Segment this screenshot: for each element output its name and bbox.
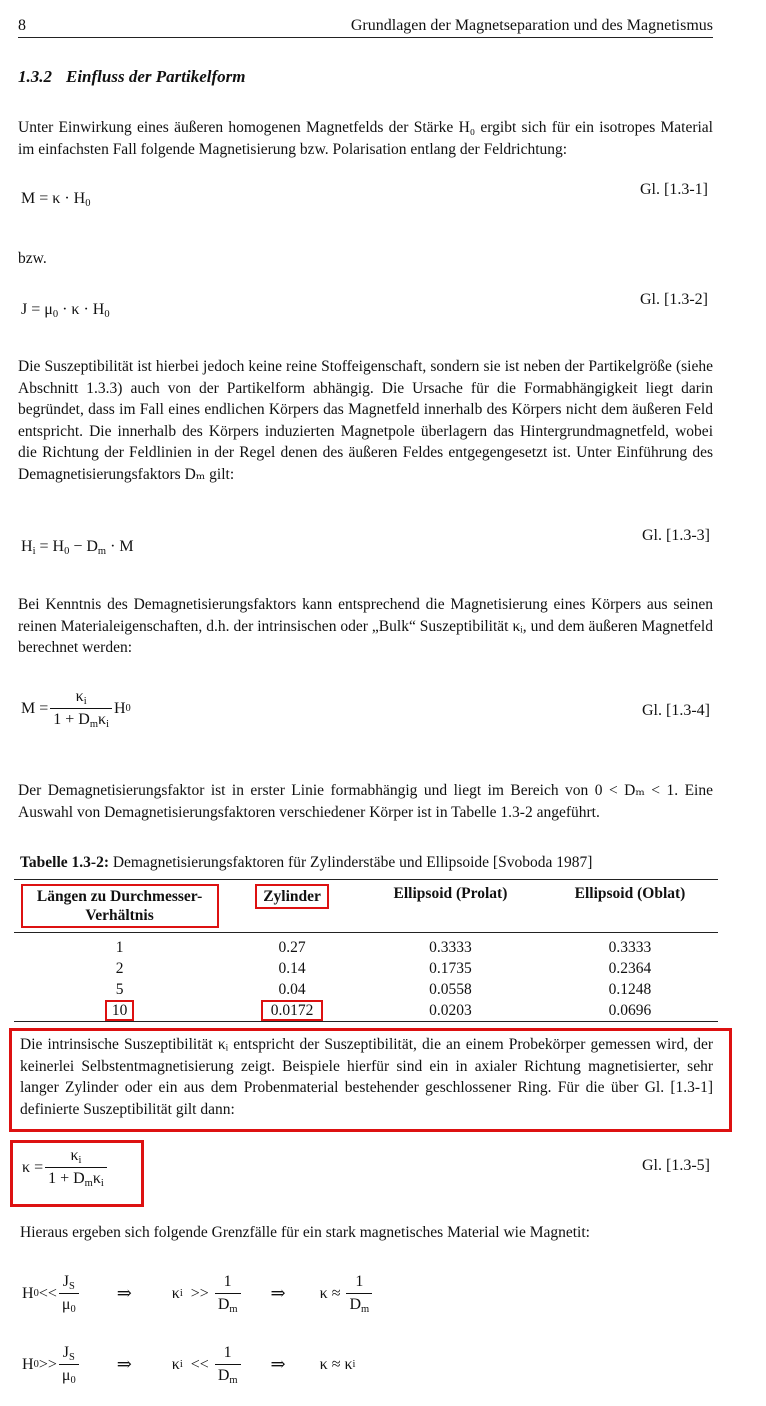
table-row: 5 0.04 0.0558 0.1248 (115, 981, 652, 998)
paragraph-demag: Der Demagnetisierungsfaktor ist in erster Linie formabhängig und liegt im Bereich von 0 < Dₘ < 1. Eine Auswahl von Demagnetisierungsfaktoren verschiedener Körper ist in Tabelle 1.3-2 angeführt. (18, 782, 713, 821)
table-header-zylinder: Zylinder (225, 880, 359, 933)
equation-1-label: Gl. [1.3-1] (640, 181, 708, 198)
table-row: 2 0.14 0.1735 0.2364 (115, 960, 652, 977)
running-title: Grundlagen der Magnetseparation und des Magnetismus (350, 17, 713, 34)
section-heading: Einfluss der Partikelform (66, 67, 246, 86)
table-row: 1 0.27 0.3333 0.3333 (115, 939, 652, 956)
section-number: 1.3.2 (18, 67, 52, 86)
equation-4-label: Gl. [1.3-4] (642, 702, 710, 719)
equation-3-label: Gl. [1.3-3] (642, 527, 710, 544)
table-row: 10 0.0172 0.0203 0.0696 (14, 1000, 718, 1022)
paragraph-intro: Unter Einwirkung eines äußeren homogenen Magnetfelds der Stärke H₀ ergibt sich für ein isotropes Material im einfachsten Fall folgende Magnetisierung bzw. Polarisation entlang der Feldrichtung: (18, 119, 713, 158)
limit-case-2: H 0 >> $\frac{J_S}{\mu_0}$ ⇒ κ i << $\frac{1}{D_m}$ ⇒ κ ≈ κ i (22, 1344, 356, 1386)
table-header-prolat: Ellipsoid (Prolat) (393, 885, 508, 902)
page-header (18, 15, 713, 38)
table-caption: Tabelle 1.3-2: Demagnetisierungsfaktoren für Zylinderstäbe und Ellipsoide [Svoboda 1987] (20, 854, 593, 871)
page-number: 8 (18, 17, 26, 34)
demag-table (14, 879, 718, 1022)
fraction: $\frac{\kappa_i}{1 + D_m\kappa_i}$ (45, 1147, 107, 1188)
limit-case-1: H 0 << $\frac{J_S}{\mu_0}$ ⇒ κ i >> $\frac{1}{D_m}$ ⇒ κ ≈ $\frac{1}{D_m}$ (22, 1273, 374, 1314)
equation-3: $H_i = H_0 - D_m \cdot M$ (21, 538, 134, 557)
paragraph-intrinsisch: Die intrinsische Suszeptibilität κᵢ entspricht der Suszeptibilität, die an einem Probekörper gemessen wird, der keinerlei Selbstentmagnetisierung zeigt. Beispiele hierfür sind ein in axialer Richtung magnetisierter, sehr langer Zylinder oder ein aus dem Probenmaterial bestehender geschlossener Ring. Für die über Gl. [1.3-1] definierte Suszeptibilität gilt dann: (20, 1036, 713, 1118)
equation-2-label: Gl. [1.3-2] (640, 291, 708, 308)
paragraph-grenzfaelle: Hieraus ergeben sich folgende Grenzfälle für ein stark magnetisches Material wie Magnetit: (20, 1224, 590, 1241)
text-bzw: bzw. (18, 250, 47, 267)
paragraph-suszeptibilitaet: Die Suszeptibilität ist hierbei jedoch keine reine Stoffeigenschaft, sondern sie ist neben der Partikelgröße (siehe Abschnitt 1.3.3) auch von der Partikelform abhängig. Die Ursache für die Formabhängigkeit liegt darin begründet, dass im Fall eines endlichen Körpers das Magnetfeld innerhalb des Körpers nicht dem äußeren Feld entspricht. Die innerhalb des Körpers induzierten Magnetpole überlagern das Hintergrundmagnetfeld, wobei die Richtung der Feldlinien in der Regel denen des äußeren Feldes entgegengesetzt ist. Unter Einführung des Demagnetisierungsfaktors Dₘ gilt: (18, 358, 713, 483)
equation-5-label: Gl. [1.3-5] (642, 1157, 710, 1174)
table-header-oblat: Ellipsoid (Oblat) (574, 885, 686, 902)
equation-5: κ = $\frac{\kappa_i}{1 + D_m\kappa_i}$ (22, 1147, 109, 1188)
section-title (18, 67, 245, 87)
fraction: $\frac{\kappa_i}{1 + D_m\kappa_i}$ (50, 688, 112, 729)
equation-4: M = $\frac{\kappa_i}{1 + D_m\kappa_i}$ H 0 (21, 688, 131, 730)
equation-2: $J = \mu_0 \cdot \kappa \cdot H_0$ (21, 301, 110, 320)
table-header-ratio: Längen zu Durchmesser-Verhältnis (14, 880, 225, 933)
equation-1: $M = \kappa \cdot H_0$ (21, 190, 91, 209)
paragraph-kenntnis: Bei Kenntnis des Demagnetisierungsfaktors kann entsprechend die Magnetisierung eines Körpers aus seinen reinen Materialeigenschaften, d.h. der intrinsischen oder „Bulk“ Suszeptibilität κᵢ, und dem äußeren Magnetfeld berechnet werden: (18, 596, 713, 656)
